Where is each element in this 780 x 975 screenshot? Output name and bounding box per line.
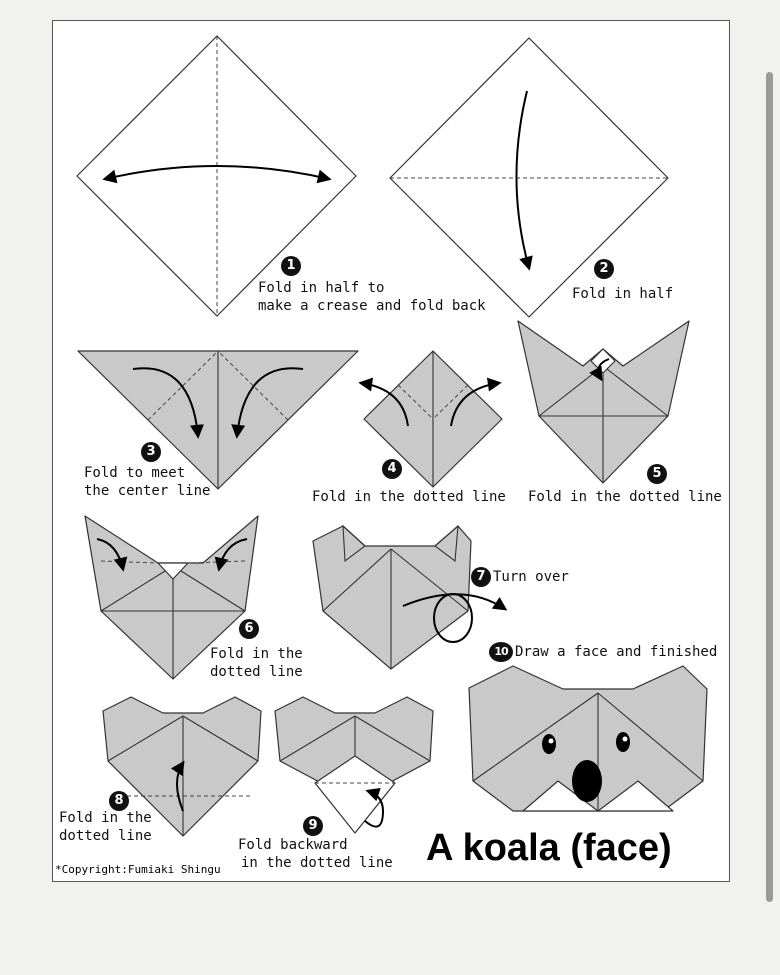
- step-2-figure: [390, 38, 668, 317]
- step-9-text-line-2: in the dotted line: [241, 855, 393, 871]
- vertical-scrollbar[interactable]: [766, 72, 773, 902]
- step-6-text-line-2: dotted line: [210, 664, 303, 680]
- step-10-number: 10: [489, 642, 513, 662]
- step-7-text: Turn over: [493, 569, 569, 585]
- copyright-notice: *Copyright:Fumiaki Shingu: [55, 863, 221, 876]
- step-8-number: 8: [109, 791, 129, 811]
- step-2-text: Fold in half: [572, 286, 674, 302]
- step-5-number: 5: [647, 464, 667, 484]
- step-5-figure: [518, 321, 689, 483]
- step-10-text: Draw a face and finished: [515, 644, 718, 660]
- step-3-text-line-1: Fold to meet: [84, 465, 186, 481]
- diagram-title: A koala (face): [426, 827, 672, 869]
- step-6-number: 6: [239, 619, 259, 639]
- step-10-figure: [469, 666, 707, 811]
- step-3-number: 3: [141, 442, 161, 462]
- step-7-number: 7: [471, 567, 491, 587]
- step-8-text-line-2: dotted line: [59, 828, 152, 844]
- step-3-text-line-2: the center line: [84, 483, 211, 499]
- step-5-text: Fold in the dotted line: [528, 489, 722, 505]
- step-4-text: Fold in the dotted line: [312, 489, 506, 505]
- step-6-text-line-1: Fold in the: [210, 646, 303, 662]
- step-1-number: 1: [281, 256, 301, 276]
- koala-nose: [572, 760, 602, 802]
- step-1-text-line-2: make a crease and fold back: [258, 298, 486, 314]
- step-7-figure: [313, 526, 505, 669]
- instruction-sheet: [52, 20, 730, 882]
- step-1-figure: [77, 36, 356, 316]
- step-2-number: 2: [594, 259, 614, 279]
- step-1-text-line-1: Fold in half to: [258, 280, 385, 296]
- step-4-number: 4: [382, 459, 402, 479]
- step-9-number: 9: [303, 816, 323, 836]
- step-9-figure: [275, 697, 433, 833]
- step-8-text-line-1: Fold in the: [59, 810, 152, 826]
- step-9-text-line-1: Fold backward: [238, 837, 348, 853]
